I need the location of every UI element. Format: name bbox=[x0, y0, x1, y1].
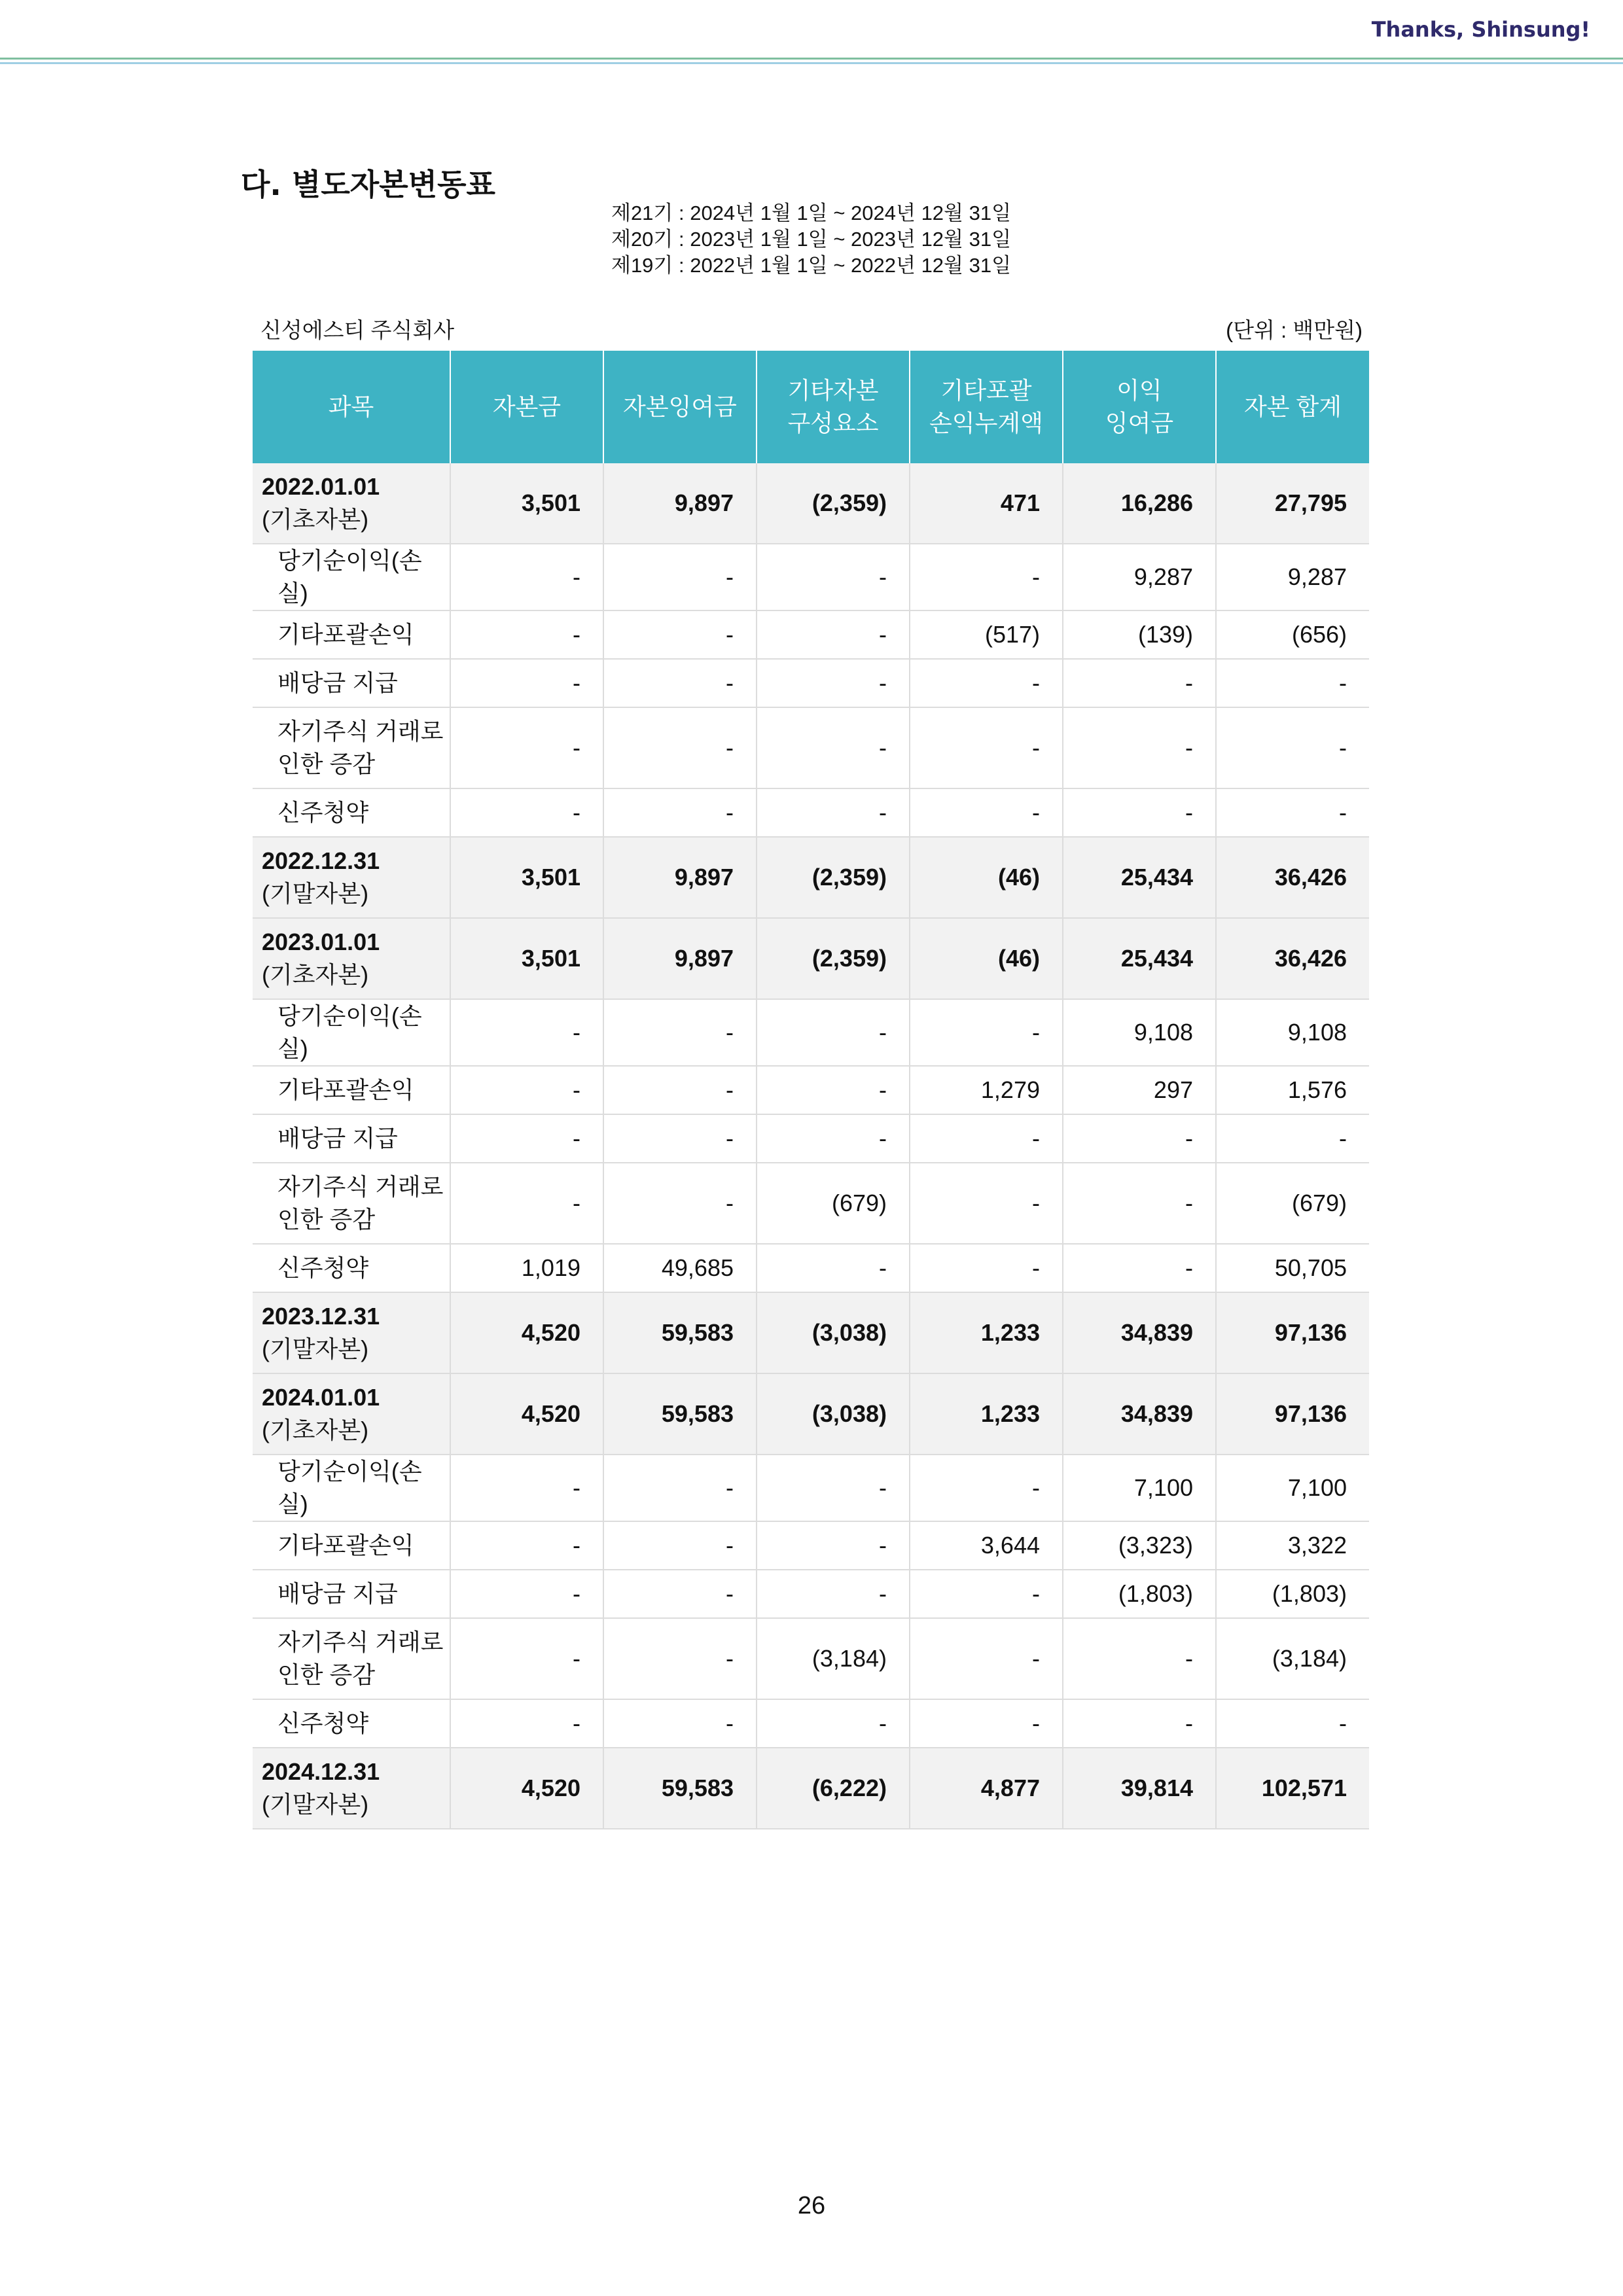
value-cell: - bbox=[603, 610, 757, 659]
value-cell: - bbox=[450, 1521, 603, 1570]
value-cell: - bbox=[910, 1455, 1063, 1521]
value-cell: (46) bbox=[910, 837, 1063, 918]
value-cell: - bbox=[757, 1699, 910, 1748]
value-cell: (2,359) bbox=[757, 918, 910, 999]
table-row bbox=[253, 1455, 1369, 1521]
value-cell: - bbox=[1063, 1163, 1216, 1244]
row-label bbox=[253, 1373, 450, 1455]
row-label-line: (기초자본) bbox=[262, 506, 369, 533]
value-cell: - bbox=[450, 1163, 603, 1244]
value-cell: 9,897 bbox=[603, 837, 757, 918]
value-cell: - bbox=[757, 707, 910, 788]
value-cell: - bbox=[1063, 1244, 1216, 1292]
period-19: 제19기 : 2022년 1월 1일 ~ 2022년 12월 31일 bbox=[611, 254, 1012, 277]
table-row bbox=[253, 1699, 1369, 1748]
value-cell: 16,286 bbox=[1063, 463, 1216, 544]
row-label-line: 배당금 지급 bbox=[277, 1125, 398, 1152]
balance-row bbox=[253, 1748, 1369, 1829]
value-cell: - bbox=[450, 707, 603, 788]
value-cell: - bbox=[450, 1699, 603, 1748]
row-label-line: 2024.01.01 bbox=[262, 1384, 380, 1411]
value-cell: (2,359) bbox=[757, 463, 910, 544]
row-label bbox=[253, 1292, 450, 1373]
row-label-line: 신주청약 bbox=[277, 1710, 369, 1737]
row-label bbox=[253, 1748, 450, 1829]
row-label-line: 2023.12.31 bbox=[262, 1303, 380, 1330]
value-cell: 36,426 bbox=[1216, 918, 1369, 999]
table-row bbox=[253, 1163, 1369, 1244]
row-label-line: 2024.12.31 bbox=[262, 1758, 380, 1785]
row-label-line: 인한 증감 bbox=[277, 751, 376, 777]
value-cell: - bbox=[910, 1699, 1063, 1748]
value-cell: (1,803) bbox=[1063, 1570, 1216, 1618]
value-cell: (679) bbox=[757, 1163, 910, 1244]
value-cell: 1,233 bbox=[910, 1373, 1063, 1455]
value-cell: 4,520 bbox=[450, 1373, 603, 1455]
row-label bbox=[253, 1618, 450, 1699]
value-cell: 49,685 bbox=[603, 1244, 757, 1292]
balance-row bbox=[253, 463, 1369, 544]
value-cell: - bbox=[603, 1521, 757, 1570]
value-cell: 9,108 bbox=[1216, 999, 1369, 1066]
value-cell: 97,136 bbox=[1216, 1373, 1369, 1455]
value-cell: (3,184) bbox=[757, 1618, 910, 1699]
row-label-line: (기말자본) bbox=[262, 1791, 369, 1818]
value-cell: 4,877 bbox=[910, 1748, 1063, 1829]
value-cell: - bbox=[450, 1570, 603, 1618]
value-cell: 59,583 bbox=[603, 1748, 757, 1829]
value-cell: - bbox=[910, 1570, 1063, 1618]
value-cell: 34,839 bbox=[1063, 1292, 1216, 1373]
value-cell: - bbox=[603, 1699, 757, 1748]
row-label bbox=[253, 918, 450, 999]
row-label-line: 기타포괄손익 bbox=[277, 1076, 414, 1103]
table-body bbox=[253, 463, 1369, 1829]
row-label-line: 자기주식 거래로 bbox=[277, 1173, 444, 1200]
row-label bbox=[253, 1066, 450, 1114]
value-cell: - bbox=[450, 1114, 603, 1163]
fiscal-periods bbox=[611, 200, 1011, 279]
value-cell: - bbox=[757, 659, 910, 707]
table-row bbox=[253, 1521, 1369, 1570]
column-header bbox=[1063, 351, 1216, 463]
value-cell: - bbox=[450, 999, 603, 1066]
value-cell: (3,184) bbox=[1216, 1618, 1369, 1699]
value-cell: - bbox=[910, 1163, 1063, 1244]
value-cell: (3,038) bbox=[757, 1373, 910, 1455]
value-cell: - bbox=[910, 1244, 1063, 1292]
row-label bbox=[253, 1570, 450, 1618]
row-label-line: 당기순이익(손실) bbox=[277, 547, 422, 607]
period-21: 제21기 : 2024년 1월 1일 ~ 2024년 12월 31일 bbox=[611, 202, 1012, 224]
value-cell: (139) bbox=[1063, 610, 1216, 659]
row-label-line: 2023.01.01 bbox=[262, 928, 380, 955]
row-label bbox=[253, 837, 450, 918]
value-cell: 1,576 bbox=[1216, 1066, 1369, 1114]
value-cell: 3,322 bbox=[1216, 1521, 1369, 1570]
row-label-line: 신주청약 bbox=[277, 799, 369, 826]
value-cell: - bbox=[1063, 1618, 1216, 1699]
value-cell: 3,501 bbox=[450, 837, 603, 918]
value-cell: - bbox=[757, 999, 910, 1066]
value-cell: - bbox=[603, 788, 757, 837]
column-header-line: 기타포괄 bbox=[940, 377, 1032, 404]
table-row bbox=[253, 1570, 1369, 1618]
table-row bbox=[253, 659, 1369, 707]
column-header-line: 잉여금 bbox=[1105, 410, 1174, 436]
value-cell: - bbox=[757, 1114, 910, 1163]
value-cell: - bbox=[910, 544, 1063, 610]
row-label-line: (기초자본) bbox=[262, 961, 369, 988]
row-label bbox=[253, 1244, 450, 1292]
row-label-line: 인한 증감 bbox=[277, 1661, 376, 1688]
value-cell: (679) bbox=[1216, 1163, 1369, 1244]
value-cell: - bbox=[757, 1244, 910, 1292]
value-cell: 3,644 bbox=[910, 1521, 1063, 1570]
row-label bbox=[253, 707, 450, 788]
balance-row bbox=[253, 1292, 1369, 1373]
column-header-line: 손익누계액 bbox=[929, 410, 1043, 436]
row-label bbox=[253, 610, 450, 659]
period-20: 제20기 : 2023년 1월 1일 ~ 2023년 12월 31일 bbox=[611, 228, 1012, 251]
value-cell: - bbox=[450, 610, 603, 659]
value-cell: - bbox=[603, 1570, 757, 1618]
row-label bbox=[253, 659, 450, 707]
value-cell: 39,814 bbox=[1063, 1748, 1216, 1829]
row-label-line: 당기순이익(손실) bbox=[277, 1458, 422, 1517]
value-cell: - bbox=[910, 999, 1063, 1066]
row-label-line: (기말자본) bbox=[262, 880, 369, 907]
row-label bbox=[253, 788, 450, 837]
value-cell: 471 bbox=[910, 463, 1063, 544]
balance-row bbox=[253, 837, 1369, 918]
value-cell: - bbox=[910, 1114, 1063, 1163]
value-cell: - bbox=[757, 788, 910, 837]
company-name: 신성에스티 주식회사 bbox=[260, 318, 455, 342]
value-cell: 9,287 bbox=[1216, 544, 1369, 610]
value-cell: 50,705 bbox=[1216, 1244, 1369, 1292]
value-cell: - bbox=[1063, 1699, 1216, 1748]
row-label-line: 배당금 지급 bbox=[277, 1580, 398, 1607]
column-header-line: 과목 bbox=[328, 393, 374, 420]
value-cell: 25,434 bbox=[1063, 837, 1216, 918]
value-cell: 102,571 bbox=[1216, 1748, 1369, 1829]
row-label bbox=[253, 1114, 450, 1163]
page-number: 26 bbox=[797, 2192, 826, 2219]
value-cell: 36,426 bbox=[1216, 837, 1369, 918]
unit-label: (단위 : 백만원) bbox=[1226, 318, 1363, 342]
value-cell: 59,583 bbox=[603, 1373, 757, 1455]
row-label bbox=[253, 463, 450, 544]
column-header-line: 자본잉여금 bbox=[623, 393, 737, 420]
row-label bbox=[253, 544, 450, 610]
column-header-line: 자본금 bbox=[492, 393, 562, 420]
table-row bbox=[253, 1114, 1369, 1163]
value-cell: 9,108 bbox=[1063, 999, 1216, 1066]
value-cell: (6,222) bbox=[757, 1748, 910, 1829]
row-label-line: (기초자본) bbox=[262, 1417, 369, 1443]
value-cell: - bbox=[603, 707, 757, 788]
table-row bbox=[253, 544, 1369, 610]
value-cell: - bbox=[1216, 788, 1369, 837]
value-cell: 9,287 bbox=[1063, 544, 1216, 610]
row-label bbox=[253, 999, 450, 1066]
value-cell: - bbox=[1216, 1699, 1369, 1748]
value-cell: 3,501 bbox=[450, 918, 603, 999]
value-cell: - bbox=[910, 788, 1063, 837]
row-label-line: 자기주식 거래로 bbox=[277, 1629, 444, 1655]
value-cell: - bbox=[910, 1618, 1063, 1699]
capital-changes-table bbox=[253, 351, 1369, 1829]
column-header-line: 자본 합계 bbox=[1243, 393, 1342, 420]
value-cell: 7,100 bbox=[1063, 1455, 1216, 1521]
value-cell: - bbox=[757, 1066, 910, 1114]
value-cell: (656) bbox=[1216, 610, 1369, 659]
value-cell: - bbox=[603, 544, 757, 610]
row-label-line: 배당금 지급 bbox=[277, 669, 398, 696]
row-label-line: 기타포괄손익 bbox=[277, 621, 414, 648]
value-cell: - bbox=[603, 1114, 757, 1163]
column-header-line: 구성요소 bbox=[787, 410, 879, 436]
value-cell: - bbox=[1216, 707, 1369, 788]
value-cell: (2,359) bbox=[757, 837, 910, 918]
value-cell: 297 bbox=[1063, 1066, 1216, 1114]
value-cell: - bbox=[1063, 659, 1216, 707]
value-cell: - bbox=[603, 1618, 757, 1699]
value-cell: (517) bbox=[910, 610, 1063, 659]
value-cell: (46) bbox=[910, 918, 1063, 999]
value-cell: - bbox=[1216, 659, 1369, 707]
row-label-line: 인한 증감 bbox=[277, 1206, 376, 1233]
balance-row bbox=[253, 918, 1369, 999]
value-cell: 9,897 bbox=[603, 918, 757, 999]
value-cell: - bbox=[1216, 1114, 1369, 1163]
value-cell: - bbox=[603, 999, 757, 1066]
header-divider-blue bbox=[0, 62, 1623, 64]
column-header bbox=[253, 351, 450, 463]
value-cell: - bbox=[1063, 707, 1216, 788]
column-header bbox=[757, 351, 910, 463]
table-row bbox=[253, 788, 1369, 837]
value-cell: - bbox=[450, 659, 603, 707]
value-cell: - bbox=[757, 1455, 910, 1521]
row-label bbox=[253, 1521, 450, 1570]
row-label-line: 신주청약 bbox=[277, 1254, 369, 1281]
row-label-line: 2022.01.01 bbox=[262, 473, 380, 500]
value-cell: 25,434 bbox=[1063, 918, 1216, 999]
value-cell: 1,019 bbox=[450, 1244, 603, 1292]
row-label-line: 당기순이익(손실) bbox=[277, 1002, 422, 1062]
column-header bbox=[1216, 351, 1369, 463]
value-cell: - bbox=[910, 659, 1063, 707]
value-cell: 59,583 bbox=[603, 1292, 757, 1373]
value-cell: (3,323) bbox=[1063, 1521, 1216, 1570]
value-cell: - bbox=[450, 1618, 603, 1699]
value-cell: - bbox=[603, 1066, 757, 1114]
row-label-line: 2022.12.31 bbox=[262, 847, 380, 874]
value-cell: - bbox=[603, 659, 757, 707]
table-row bbox=[253, 610, 1369, 659]
table-row bbox=[253, 707, 1369, 788]
brand-slogan: Thanks, Shinsung! bbox=[1371, 17, 1590, 42]
balance-row bbox=[253, 1373, 1369, 1455]
header-divider-green bbox=[0, 58, 1623, 60]
value-cell: - bbox=[450, 1455, 603, 1521]
column-header-line: 기타자본 bbox=[787, 377, 879, 404]
value-cell: 97,136 bbox=[1216, 1292, 1369, 1373]
row-label bbox=[253, 1699, 450, 1748]
section-title: 다. 별도자본변동표 bbox=[241, 167, 495, 202]
row-label-line: (기말자본) bbox=[262, 1335, 369, 1362]
row-label bbox=[253, 1455, 450, 1521]
column-header-line: 이익 bbox=[1116, 377, 1162, 404]
value-cell: - bbox=[1063, 1114, 1216, 1163]
table-row bbox=[253, 999, 1369, 1066]
value-cell: 1,233 bbox=[910, 1292, 1063, 1373]
value-cell: - bbox=[450, 544, 603, 610]
table-row bbox=[253, 1066, 1369, 1114]
row-label-line: 기타포괄손익 bbox=[277, 1532, 414, 1559]
table-header-row bbox=[253, 351, 1369, 463]
column-header bbox=[910, 351, 1063, 463]
value-cell: - bbox=[1063, 788, 1216, 837]
value-cell: - bbox=[910, 707, 1063, 788]
row-label-line: 자기주식 거래로 bbox=[277, 718, 444, 745]
value-cell: 4,520 bbox=[450, 1292, 603, 1373]
value-cell: - bbox=[603, 1455, 757, 1521]
value-cell: 4,520 bbox=[450, 1748, 603, 1829]
column-header bbox=[450, 351, 603, 463]
value-cell: - bbox=[757, 610, 910, 659]
value-cell: - bbox=[450, 1066, 603, 1114]
value-cell: - bbox=[450, 788, 603, 837]
value-cell: - bbox=[603, 1163, 757, 1244]
value-cell: - bbox=[757, 1570, 910, 1618]
value-cell: 7,100 bbox=[1216, 1455, 1369, 1521]
value-cell: - bbox=[757, 544, 910, 610]
value-cell: (3,038) bbox=[757, 1292, 910, 1373]
row-label bbox=[253, 1163, 450, 1244]
column-header bbox=[603, 351, 757, 463]
value-cell: 27,795 bbox=[1216, 463, 1369, 544]
value-cell: 34,839 bbox=[1063, 1373, 1216, 1455]
value-cell: - bbox=[757, 1521, 910, 1570]
value-cell: (1,803) bbox=[1216, 1570, 1369, 1618]
value-cell: 3,501 bbox=[450, 463, 603, 544]
value-cell: 9,897 bbox=[603, 463, 757, 544]
value-cell: 1,279 bbox=[910, 1066, 1063, 1114]
table-row bbox=[253, 1618, 1369, 1699]
table-row bbox=[253, 1244, 1369, 1292]
